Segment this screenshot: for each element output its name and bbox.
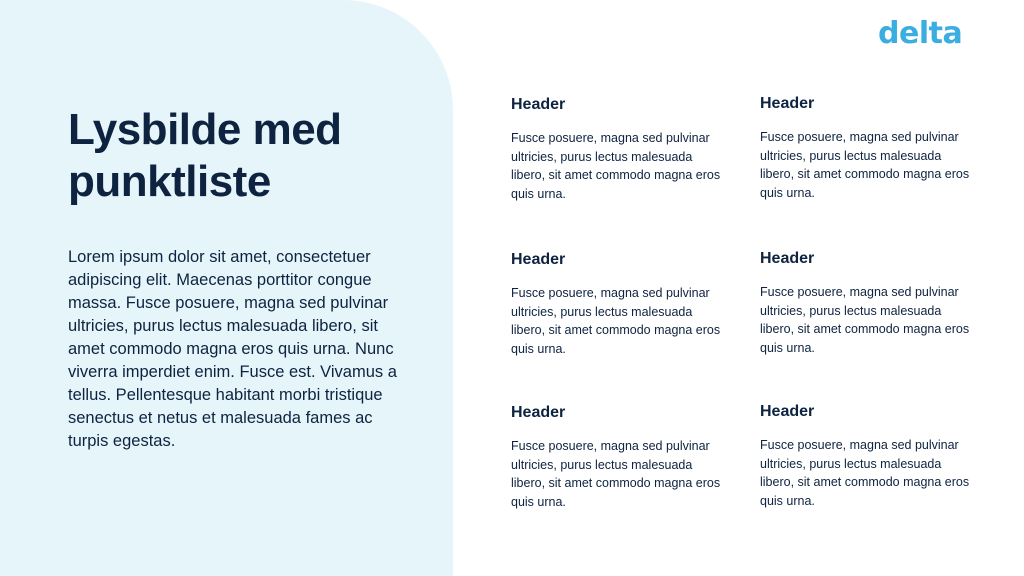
content-block-2 [760,94,970,202]
content-block-4 [760,249,970,357]
block-header: Header [511,404,566,421]
delta-logo: delta [878,16,963,51]
block-header: Header [511,251,566,268]
block-text: Fusce posuere, magna sed pulvinar ultricies, purus lectus malesuada libero, sit amet commodo magna eros quis urna. [511,286,721,356]
content-block-6 [760,402,970,510]
block-header: Header [760,403,815,420]
block-header: Header [511,96,566,113]
block-text: Fusce posuere, magna sed pulvinar ultricies, purus lectus malesuada libero, sit amet commodo magna eros quis urna. [511,131,721,201]
block-header: Header [760,250,815,267]
block-text: Fusce posuere, magna sed pulvinar ultricies, purus lectus malesuada libero, sit amet commodo magna eros quis urna. [760,130,970,200]
block-text: Fusce posuere, magna sed pulvinar ultricies, purus lectus malesuada libero, sit amet commodo magna eros quis urna. [511,439,721,509]
block-text: Fusce posuere, magna sed pulvinar ultricies, purus lectus malesuada libero, sit amet commodo magna eros quis urna. [760,438,970,508]
block-header: Header [760,95,815,112]
slide-title: Lysbilde med punktliste [68,105,342,206]
block-text: Fusce posuere, magna sed pulvinar ultricies, purus lectus malesuada libero, sit amet commodo magna eros quis urna. [760,285,970,355]
content-block-5 [511,403,721,511]
content-block-1 [511,95,721,203]
content-block-3 [511,250,721,358]
slide-body-text: Lorem ipsum dolor sit amet, consectetuer adipiscing elit. Maecenas porttitor congue massa. Fusce posuere, magna sed pulvinar ultricies, purus lectus malesuada libero, sit amet commodo magna eros quis urna. Nunc viverra imperdiet enim. Fusce est. Vivamus a tellus. Pellentesque habitant morbi tristique senectus et netus et malesuada fames ac turpis egestas. [68,248,397,450]
